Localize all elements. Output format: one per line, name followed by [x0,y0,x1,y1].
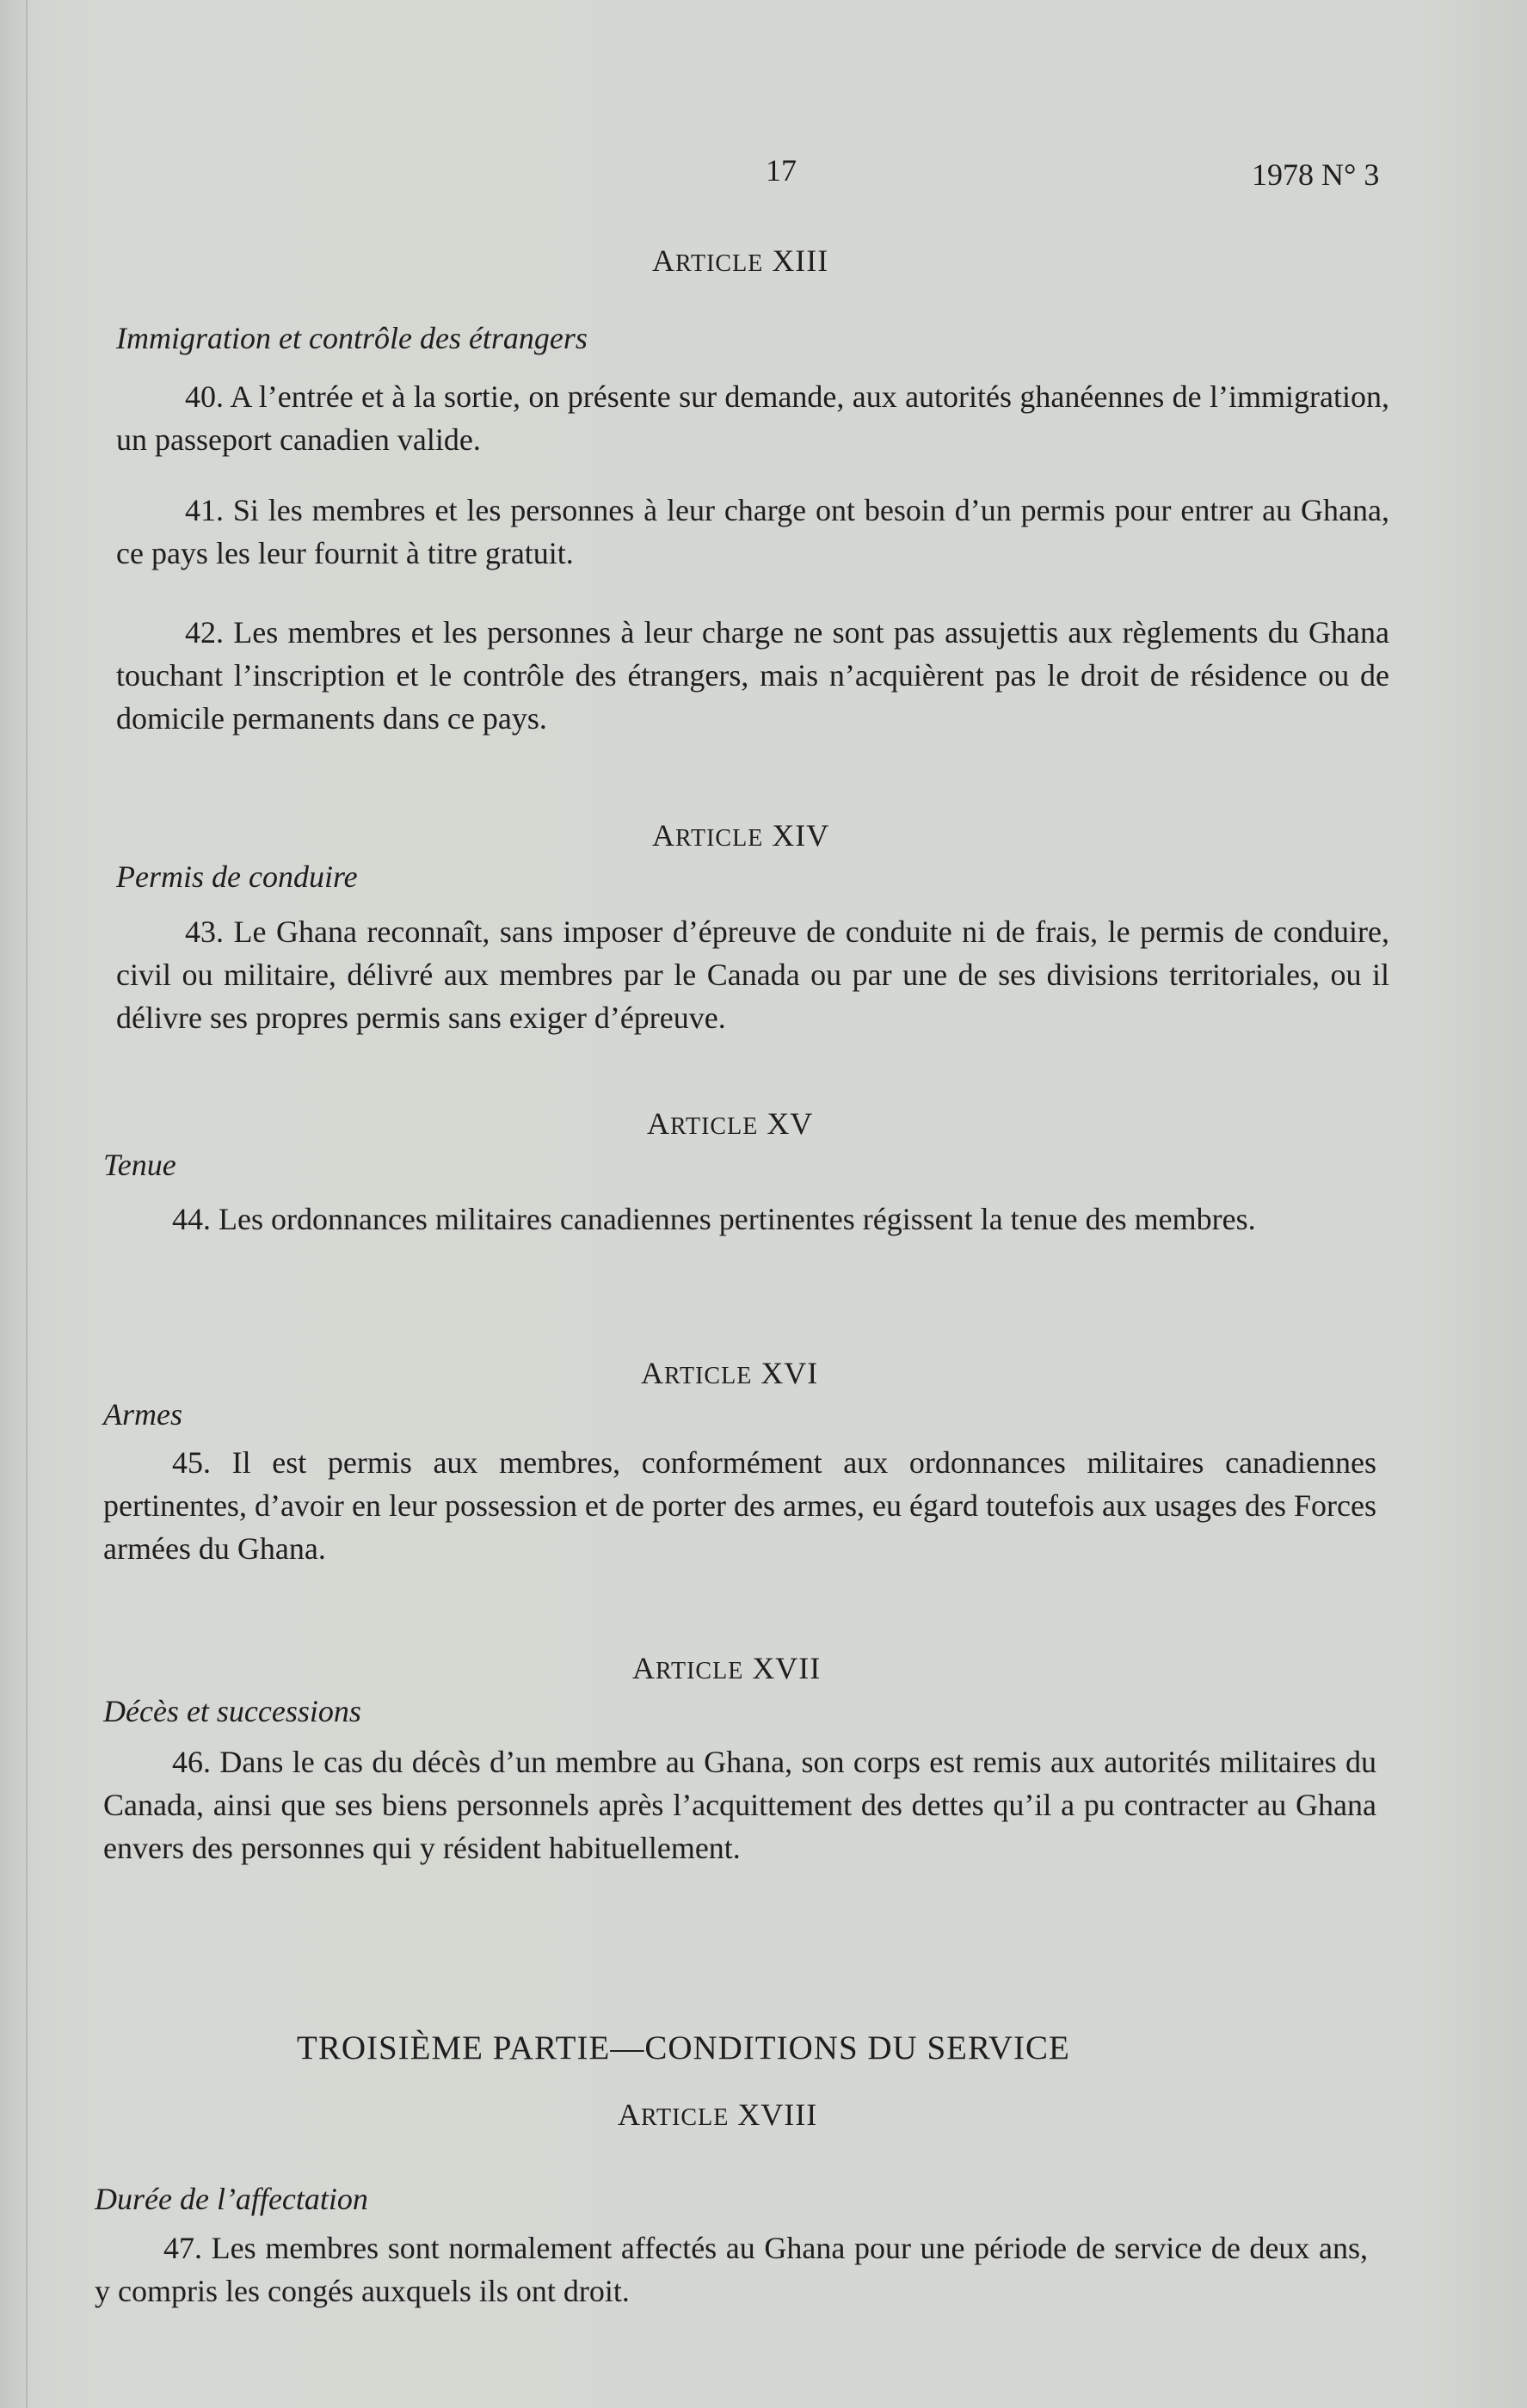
page-gutter-shadow [26,0,28,2408]
paragraph-43: 43. Le Ghana reconnaît, sans imposer d’épreuve de conduite ni de frais, le permis de conduire, civil ou militaire, délivré aux membres par le Canada ou par une de ses divisions territoriales, ou il délivre ses propres permis sans exiger d’épreuve. [116,915,1389,1035]
paragraph-42: 42. Les membres et les personnes à leur charge ne sont pas assujettis aux règlements du Ghana touchant l’inscription et le contrôle des étrangers, mais n’acquièrent pas le droit de résidence ou de domicile permanents dans ce pays. [116,615,1389,736]
paragraph-47: 47. Les membres sont normalement affectés au Ghana pour une période de service de deux ans, y compris les congés auxquels ils ont droit. [95,2231,1368,2308]
article-heading-xv: ARTICLE XV [647,1106,814,1141]
article-heading-xviii: ARTICLE XVIII [618,2097,818,2132]
part-title: TROISIÈME PARTIE—CONDITIONS DU SERVICE [297,2029,1070,2066]
article-heading-xiv: ARTICLE XIV [652,818,830,853]
article-subtitle-xviii: Durée de l’affectation [95,2182,368,2216]
article-subtitle-xvi: Armes [103,1397,182,1432]
article-heading-xvii: ARTICLE XVII [632,1651,822,1685]
article-heading-xvi: ARTICLE XVI [641,1356,819,1390]
paragraph-44: 44. Les ordonnances militaires canadiennes pertinentes régissent la tenue des membres. [172,1202,1256,1236]
article-subtitle-xvii: Décès et successions [103,1694,361,1728]
paragraph-41: 41. Si les membres et les personnes à leur charge ont besoin d’un permis pour entrer au Ghana, ce pays les leur fournit à titre gratuit. [116,493,1389,570]
article-subtitle-xv: Tenue [103,1148,176,1182]
article-subtitle-xiii: Immigration et contrôle des étrangers [116,321,588,355]
volume-number: 1978 N° 3 [1252,157,1380,192]
paragraph-40: 40. A l’entrée et à la sortie, on présente sur demande, aux autorités ghanéennes de l’immigration, un passeport canadien valide. [116,379,1389,457]
page-number: 17 [766,153,797,188]
paragraph-46: 46. Dans le cas du décès d’un membre au Ghana, son corps est remis aux autorités militaires du Canada, ainsi que ses biens personnels après l’acquittement des dettes qu’il a pu contracter au Ghana envers des personnes qui y résident habituellement. [103,1745,1376,1865]
article-subtitle-xiv: Permis de conduire [116,859,358,894]
article-heading-xiii: ARTICLE XIII [652,243,829,278]
paragraph-45: 45. Il est permis aux membres, conformément aux ordonnances militaires canadiennes pertinentes, d’avoir en leur possession et de porter des armes, eu égard toutefois aux usages des Forces armées du Ghana. [103,1445,1376,1566]
